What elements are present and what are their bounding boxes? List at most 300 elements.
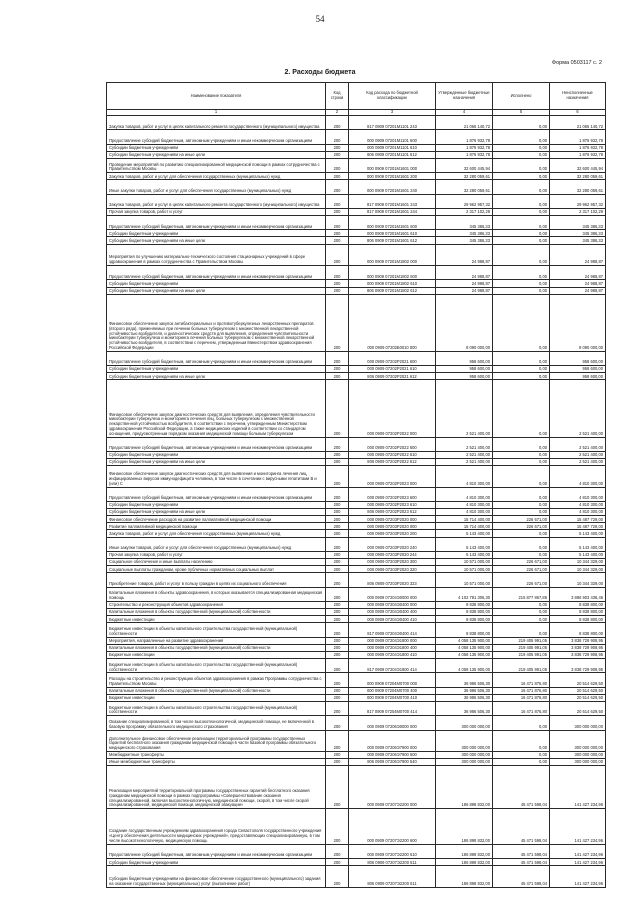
- row-executed: 0,00: [493, 601, 550, 608]
- row-code: 200: [326, 687, 349, 694]
- table-row: [107, 451, 606, 458]
- table-row: [107, 559, 606, 566]
- row-unexecuted: 8 838 800,00: [550, 616, 606, 623]
- row-code: 200: [326, 459, 349, 466]
- row-kbk: 000 0909 07207Э2200 600: [349, 809, 436, 845]
- row-approved: 1 876 932,78: [436, 144, 493, 151]
- row-approved: 15 714 400,00: [436, 523, 493, 530]
- table-row: [107, 294, 606, 351]
- row-unexecuted: 4 810 300,00: [550, 509, 606, 516]
- row-name: Мероприятия, направленные на развитие здравоохранения: [107, 637, 326, 644]
- row-approved: 2 521 400,00: [436, 459, 493, 466]
- table-row: [107, 644, 606, 651]
- header-unexecuted: Неисполненные назначения: [550, 83, 606, 110]
- row-code: 200: [326, 644, 349, 651]
- row-kbk: 806 0909 07203Р2020 323: [349, 573, 436, 587]
- header-executed: Исполнено: [493, 83, 550, 110]
- row-unexecuted: 5 143 400,00: [550, 551, 606, 558]
- row-name: Межбюджетные трансферты: [107, 751, 326, 758]
- row-executed: 0,00: [493, 216, 550, 230]
- row-executed: 45 471 598,04: [493, 866, 550, 887]
- row-name: Иные закупки товаров, работ и услуг для обеспечения государственных (муниципальных) нужд: [107, 180, 326, 194]
- row-approved: 300 000 000,00: [436, 751, 493, 758]
- row-name: Капитальные вложения в объекты здравоохранения, в которых оказывается специализированная медицинская помощь: [107, 587, 326, 601]
- row-unexecuted: 21 066 140,72: [550, 116, 606, 130]
- row-executed: 0,00: [493, 244, 550, 265]
- page-number: 54: [315, 14, 325, 24]
- row-unexecuted: 2 521 400,00: [550, 459, 606, 466]
- row-name: Социальное обеспечение и иные выплаты населению: [107, 559, 326, 566]
- row-approved: 4 810 300,00: [436, 466, 493, 487]
- row-kbk: 000 0909 07203Р2020 300: [349, 559, 436, 566]
- row-name: Проведение мероприятий по развитию специализированной медицинской помощи в рамках сотрудничества с Правительством Москвы: [107, 158, 326, 172]
- row-name: Реализация мероприятий территориальной программы государственных гарантий бесплатного оказания гражданам медицинской помощи в рамках подпрограммы «Совершенствование оказания специализированной, включая высокотехнологичную, медицинской помощи, скорой, в том числе скорой специализированной, медицинской помощи, медицинской эвакуации»: [107, 766, 326, 809]
- row-approved: 10 571 000,00: [436, 573, 493, 587]
- row-kbk: 000 0909 07204М0700 410: [349, 694, 436, 701]
- row-name: Субсидии бюджетным учреждениям на иные цели: [107, 151, 326, 158]
- row-approved: 5 143 400,00: [436, 530, 493, 537]
- row-unexecuted: 300 000 000,00: [550, 730, 606, 751]
- row-name: Закупка товаров, работ и услуг для обеспечения государственных (муниципальных) нужд: [107, 530, 326, 537]
- row-kbk: 000 0909 07204Э1800 400: [349, 644, 436, 651]
- table-row: [107, 859, 606, 866]
- row-code: 200: [326, 244, 349, 265]
- row-executed: 0,00: [493, 173, 550, 180]
- row-unexecuted: 15 487 729,00: [550, 523, 606, 530]
- table-row: [107, 266, 606, 280]
- row-name: Бюджетные инвестиции в объекты капитального строительства государственной (муниципальной) собственности: [107, 623, 326, 637]
- row-approved: 958 600,00: [436, 373, 493, 380]
- row-code: 200: [326, 651, 349, 658]
- column-number: 1: [107, 110, 326, 116]
- row-name: Иные межбюджетные трансферты: [107, 759, 326, 766]
- row-code: 200: [326, 351, 349, 365]
- row-approved: 4 058 135 900,00: [436, 637, 493, 644]
- row-approved: 32 280 059,61: [436, 180, 493, 194]
- row-name: Создание государственным учреждениям здравоохранения города Севастополя государственного учреждения «Центр обеспечения деятельности медицинских учреждений», предоставляющих специализированную, в том числе высокотехнологичную, медицинскую помощь: [107, 809, 326, 845]
- row-unexecuted: 20 514 629,50: [550, 701, 606, 715]
- row-name: Предоставление субсидий бюджетным, автономным учреждениям и иным некоммерческим организациям: [107, 437, 326, 451]
- row-kbk: 000 0909 07204Э1800 000: [349, 637, 436, 644]
- row-approved: 4 058 135 900,00: [436, 644, 493, 651]
- row-kbk: 817 0909 07204Э0400 414: [349, 623, 436, 637]
- row-approved: 24 988,87: [436, 266, 493, 280]
- row-code: 200: [326, 809, 349, 845]
- row-kbk: 806 0909 07202Р2021 612: [349, 373, 436, 380]
- row-unexecuted: 24 988,87: [550, 280, 606, 287]
- row-code: 200: [326, 566, 349, 573]
- row-name: Финансовое обеспечение закупок антибактериальных и противотуберкулезных лекарственных препаратов (второго ряда), применяемых при лечении больных туберкулезом с множественной лекарственной устойчивостью возбудителя, и диагностических средств для выявления, определения чувствительности микобактерии туберкулеза и мониторинга лечения больных туберкулезом с множественной лекарственной устойчивостью возбудителя, в соответствии с перечнем, утвержденным Министерством здравоохранения Российской Федерации: [107, 294, 326, 351]
- row-executed: 0,00: [493, 237, 550, 244]
- table-row: [107, 437, 606, 451]
- row-kbk: 000 0909 07206Э0000 000: [349, 716, 436, 730]
- table-row: [107, 530, 606, 537]
- row-executed: 0,00: [493, 294, 550, 351]
- row-kbk: 817 0909 07201М1101 243: [349, 116, 436, 130]
- row-kbk: 000 0909 07202Р2023 610: [349, 501, 436, 508]
- row-kbk: 000 0909 07201М1802 600: [349, 266, 436, 280]
- row-kbk: 806 0909 07201М1802 612: [349, 287, 436, 294]
- row-unexecuted: 3 838 729 908,95: [550, 644, 606, 651]
- row-code: 200: [326, 437, 349, 451]
- row-approved: 10 571 000,00: [436, 566, 493, 573]
- row-approved: 186 898 832,00: [436, 844, 493, 858]
- row-name: Финансовое обеспечение закупок диагностических средств для выявления и мониторинга лечения лиц, инфицированных вирусом иммунодефицита человека, в том числе в сочетании с вирусными гепатитами В и (или) С: [107, 466, 326, 487]
- header-name: Наименование показателя: [107, 83, 326, 110]
- row-name: Строительство и реконструкция объектов здравоохранения: [107, 601, 326, 608]
- table-row: [107, 287, 606, 294]
- row-kbk: 817 0909 07201М1601 243: [349, 194, 436, 208]
- table-row: [107, 573, 606, 587]
- row-approved: 4 810 300,00: [436, 501, 493, 508]
- row-code: 200: [326, 194, 349, 208]
- row-executed: 0,00: [493, 466, 550, 487]
- table-row: [107, 551, 606, 558]
- header-kbk: Код расхода по бюджетной классификации: [349, 83, 436, 110]
- row-approved: 345 386,33: [436, 237, 493, 244]
- row-executed: 0,00: [493, 208, 550, 215]
- row-name: Закупка товаров, работ и услуг для обеспечения государственных (муниципальных) нужд: [107, 173, 326, 180]
- row-executed: 16 471 876,80: [493, 687, 550, 694]
- row-approved: 4 810 300,00: [436, 487, 493, 501]
- row-code: 200: [326, 573, 349, 587]
- table-row: [107, 516, 606, 523]
- row-unexecuted: 345 386,33: [550, 216, 606, 230]
- row-code: 200: [326, 694, 349, 701]
- row-executed: 0,00: [493, 366, 550, 373]
- row-unexecuted: 3 886 903 438,45: [550, 587, 606, 601]
- row-executed: 16 471 876,80: [493, 673, 550, 687]
- row-code: 200: [326, 151, 349, 158]
- row-executed: 0,00: [493, 158, 550, 172]
- row-name: Расходы на строительство и реконструкцию объектов здравоохранения в рамках Программы сотрудничества с Правительством Москвы: [107, 673, 326, 687]
- row-code: 200: [326, 530, 349, 537]
- row-unexecuted: 141 427 234,96: [550, 859, 606, 866]
- column-number: 6: [550, 110, 606, 116]
- row-code: 200: [326, 380, 349, 437]
- row-code: 200: [326, 866, 349, 887]
- table-row: [107, 751, 606, 758]
- row-executed: 0,00: [493, 609, 550, 616]
- row-approved: 1 876 932,78: [436, 130, 493, 144]
- row-kbk: 000 0909 07202Р2022 600: [349, 437, 436, 451]
- row-name: Предоставление субсидий бюджетным, автономным учреждениям и иным некоммерческим организациям: [107, 266, 326, 280]
- row-kbk: 000 0909 07203Р2020 240: [349, 537, 436, 551]
- row-name: Бюджетные инвестиции: [107, 694, 326, 701]
- row-name: Мероприятия по улучшению материально-технического состояния стационарных учреждений в сфере здравоохранения в рамках сотрудничества с Правительством Москвы: [107, 244, 326, 265]
- table-row: [107, 651, 606, 658]
- row-name: Предоставление субсидий бюджетным, автономным учреждениям и иным некоммерческим организациям: [107, 844, 326, 858]
- row-kbk: 000 0909 07202Р2021 600: [349, 351, 436, 365]
- row-unexecuted: 300 000 000,00: [550, 751, 606, 758]
- row-unexecuted: 345 386,33: [550, 230, 606, 237]
- row-unexecuted: 10 344 329,00: [550, 559, 606, 566]
- row-executed: 0,00: [493, 759, 550, 766]
- row-unexecuted: 300 000 000,00: [550, 716, 606, 730]
- column-number: 3: [349, 110, 436, 116]
- row-executed: 45 471 598,04: [493, 844, 550, 858]
- row-approved: 4 102 781 306,30: [436, 587, 493, 601]
- table-row: [107, 366, 606, 373]
- row-executed: 0,00: [493, 116, 550, 130]
- table-row: [107, 351, 606, 365]
- row-name: Финансовое обеспечение расходов на развитие паллиативной медицинской помощи: [107, 516, 326, 523]
- row-approved: 8 838 800,00: [436, 609, 493, 616]
- row-code: 200: [326, 208, 349, 215]
- row-approved: 2 521 400,00: [436, 451, 493, 458]
- row-unexecuted: 141 427 234,96: [550, 844, 606, 858]
- row-code: 200: [326, 716, 349, 730]
- row-kbk: 000 0909 07201М1101 600: [349, 130, 436, 144]
- row-unexecuted: 20 514 629,50: [550, 687, 606, 694]
- row-code: 200: [326, 859, 349, 866]
- row-name: Закупка товаров, работ и услуг в целях капитального ремонта государственного (муниципального) имущества: [107, 194, 326, 208]
- row-kbk: 817 0909 07201М1601 244: [349, 208, 436, 215]
- row-executed: 0,00: [493, 266, 550, 280]
- row-name: Субсидии бюджетным учреждениям на иные цели: [107, 237, 326, 244]
- row-kbk: 000 0909 07204Э0000 000: [349, 587, 436, 601]
- row-name: Субсидии бюджетным учреждениям: [107, 230, 326, 237]
- row-unexecuted: 10 344 329,00: [550, 566, 606, 573]
- row-unexecuted: 5 143 400,00: [550, 530, 606, 537]
- row-approved: 186 898 832,00: [436, 766, 493, 809]
- row-name: Социальные выплаты гражданам, кроме публичных нормативных социальных выплат: [107, 566, 326, 573]
- section-title: 2. Расходы бюджета: [284, 69, 356, 76]
- row-code: 200: [326, 623, 349, 637]
- row-approved: 15 714 400,00: [436, 516, 493, 523]
- table-row: [107, 609, 606, 616]
- row-code: 200: [326, 501, 349, 508]
- row-approved: 300 000 000,00: [436, 759, 493, 766]
- row-approved: 5 143 400,00: [436, 551, 493, 558]
- row-approved: 36 986 506,30: [436, 694, 493, 701]
- row-executed: 0,00: [493, 730, 550, 751]
- row-executed: 0,00: [493, 194, 550, 208]
- row-approved: 4 058 135 900,00: [436, 651, 493, 658]
- row-code: 200: [326, 266, 349, 280]
- table-row: [107, 716, 606, 730]
- row-kbk: 000 0909 07204Э1800 410: [349, 651, 436, 658]
- table-row: [107, 116, 606, 130]
- row-unexecuted: 2 521 400,00: [550, 451, 606, 458]
- row-unexecuted: 4 810 300,00: [550, 466, 606, 487]
- row-kbk: 000 0909 07206Э7900 500: [349, 751, 436, 758]
- row-code: 200: [326, 173, 349, 180]
- row-unexecuted: 141 427 234,96: [550, 809, 606, 845]
- row-name: Бюджетные инвестиции в объекты капитального строительства государственной (муниципальной) собственности: [107, 659, 326, 673]
- row-name: Субсидии бюджетным учреждениям: [107, 501, 326, 508]
- row-executed: 0,00: [493, 751, 550, 758]
- row-kbk: 000 0909 07203Р2020 000: [349, 516, 436, 523]
- row-code: 200: [326, 559, 349, 566]
- row-code: 200: [326, 216, 349, 230]
- row-executed: 0,00: [493, 280, 550, 287]
- row-unexecuted: 958 600,00: [550, 366, 606, 373]
- table-row: [107, 766, 606, 809]
- row-approved: 345 386,33: [436, 216, 493, 230]
- row-executed: 226 671,00: [493, 523, 550, 530]
- expenditure-table: [106, 82, 606, 888]
- table-row: [107, 616, 606, 623]
- table-row: [107, 158, 606, 172]
- header-approved: Утвержденные бюджетные назначения: [436, 83, 493, 110]
- row-code: 200: [326, 637, 349, 644]
- row-executed: 0,00: [493, 230, 550, 237]
- row-unexecuted: 1 876 932,78: [550, 144, 606, 151]
- row-unexecuted: 8 090 000,00: [550, 294, 606, 351]
- row-name: Приобретение товаров, работ и услуг в пользу граждан в целях их социального обеспечения: [107, 573, 326, 587]
- row-code: 200: [326, 523, 349, 530]
- row-name: Субсидии бюджетным учреждениям на иные цели: [107, 509, 326, 516]
- row-kbk: 000 0909 07202Р2023 600: [349, 487, 436, 501]
- row-name: Бюджетные инвестиции в объекты капитального строительства государственной (муниципальной) собственности: [107, 701, 326, 715]
- row-kbk: 000 0909 07204Э0400 410: [349, 616, 436, 623]
- row-name: Субсидии бюджетным учреждениям: [107, 859, 326, 866]
- table-row: [107, 230, 606, 237]
- row-executed: 0,00: [493, 451, 550, 458]
- row-name: Развитие паллиативной медицинской помощи: [107, 523, 326, 530]
- row-kbk: 000 0909 07204Э0400 400: [349, 609, 436, 616]
- row-kbk: 806 0909 07206Э7900 540: [349, 759, 436, 766]
- row-approved: 958 600,00: [436, 366, 493, 373]
- row-code: 200: [326, 616, 349, 623]
- row-name: Прочая закупка товаров, работ и услуг: [107, 551, 326, 558]
- table-row: [107, 466, 606, 487]
- row-approved: 300 000 000,00: [436, 716, 493, 730]
- table-row: [107, 673, 606, 687]
- row-kbk: 806 0909 07201М1101 612: [349, 151, 436, 158]
- table-row: [107, 373, 606, 380]
- column-number: 4: [436, 110, 493, 116]
- row-name: Капитальные вложения в объекты государственной (муниципальной) собственности: [107, 687, 326, 694]
- row-kbk: 000 0909 07202Б0010 000: [349, 294, 436, 351]
- row-name: Субсидии бюджетным учреждениям на иные цели: [107, 287, 326, 294]
- table-row: [107, 509, 606, 516]
- row-name: Иные закупки товаров, работ и услуг для обеспечения государственных (муниципальных) нужд: [107, 537, 326, 551]
- row-executed: 0,00: [493, 151, 550, 158]
- table-row: [107, 173, 606, 180]
- row-name: Предоставление субсидий бюджетным, автономным учреждениям и иным некоммерческим организациям: [107, 487, 326, 501]
- row-code: 200: [326, 130, 349, 144]
- row-kbk: 000 0909 07202Р2022 000: [349, 380, 436, 437]
- row-kbk: 000 0909 07201М1802 000: [349, 244, 436, 265]
- row-kbk: 000 0909 07201М1601 600: [349, 216, 436, 230]
- row-code: 200: [326, 294, 349, 351]
- row-executed: 0,00: [493, 130, 550, 144]
- row-unexecuted: 300 000 000,00: [550, 759, 606, 766]
- row-kbk: 000 0909 07207Э2200 610: [349, 844, 436, 858]
- row-code: 200: [326, 509, 349, 516]
- row-approved: 8 838 800,00: [436, 623, 493, 637]
- row-code: 200: [326, 466, 349, 487]
- row-name: Финансовое обеспечение закупок диагностических средств для выявления, определения чувствительности микобактерии туберкулеза и мониторинга лечения лиц, больных туберкулезом с множественной лекарственной устойчивостью возбудителя, в соответствии с перечнем, утвержденным Министерством здравоохранения Российской Федерации, а также медицинских изделий в соответствии со стандартом оснащения, предусмотренным порядком оказания медицинской помощи больным туберкулезом: [107, 380, 326, 437]
- row-code: 200: [326, 287, 349, 294]
- row-approved: 8 090 000,00: [436, 294, 493, 351]
- row-executed: 0,00: [493, 351, 550, 365]
- row-executed: 219 405 991,05: [493, 659, 550, 673]
- row-code: 200: [326, 144, 349, 151]
- table-row: [107, 537, 606, 551]
- row-executed: 45 471 598,04: [493, 809, 550, 845]
- row-unexecuted: 1 876 932,78: [550, 151, 606, 158]
- table-row: [107, 523, 606, 530]
- row-code: 200: [326, 551, 349, 558]
- row-kbk: 000 0909 07201М1101 610: [349, 144, 436, 151]
- row-code: 200: [326, 701, 349, 715]
- row-code: 200: [326, 759, 349, 766]
- row-code: 200: [326, 373, 349, 380]
- row-name: Субсидии бюджетным учреждениям на иные цели: [107, 373, 326, 380]
- row-unexecuted: 2 521 400,00: [550, 380, 606, 437]
- row-kbk: 000 0909 07203Р2020 244: [349, 551, 436, 558]
- row-name: Прочая закупка товаров, работ и услуг: [107, 208, 326, 215]
- row-name: Субсидии бюджетным учреждениям: [107, 451, 326, 458]
- table-row: [107, 659, 606, 673]
- table-row: [107, 487, 606, 501]
- row-unexecuted: 141 427 234,96: [550, 766, 606, 809]
- row-approved: 10 571 000,00: [436, 559, 493, 566]
- row-unexecuted: 32 280 059,61: [550, 180, 606, 194]
- table-row: [107, 208, 606, 215]
- row-unexecuted: 8 838 800,00: [550, 609, 606, 616]
- row-approved: 32 600 445,94: [436, 158, 493, 172]
- table-row: [107, 501, 606, 508]
- row-unexecuted: 20 514 629,50: [550, 673, 606, 687]
- row-name: Субсидии бюджетным учреждениям на финансовое обеспечение государственного (муниципального) задания на оказание государственных (муниципальных) услуг (выполнение работ): [107, 866, 326, 887]
- row-unexecuted: 24 988,87: [550, 266, 606, 280]
- row-executed: 0,00: [493, 373, 550, 380]
- row-kbk: 817 0909 07204Э1800 414: [349, 659, 436, 673]
- row-approved: 186 898 832,00: [436, 809, 493, 845]
- row-approved: 21 066 140,72: [436, 116, 493, 130]
- row-code: 200: [326, 766, 349, 809]
- row-name: Оказание специализированной, в том числе высокотехнологичной, медицинской помощи, не включенной в базовую программу обязательного медицинского страхования: [107, 716, 326, 730]
- table-row: [107, 144, 606, 151]
- row-code: 200: [326, 601, 349, 608]
- row-code: 200: [326, 180, 349, 194]
- table-row: [107, 380, 606, 437]
- row-kbk: 000 0909 07203Р2020 320: [349, 566, 436, 573]
- row-approved: 5 143 400,00: [436, 537, 493, 551]
- row-executed: 0,00: [493, 380, 550, 437]
- table-row: [107, 866, 606, 887]
- row-name: Субсидии бюджетным учреждениям на иные цели: [107, 459, 326, 466]
- row-unexecuted: 15 487 729,00: [550, 516, 606, 523]
- row-executed: 0,00: [493, 180, 550, 194]
- row-approved: 36 986 506,30: [436, 687, 493, 694]
- row-code: 200: [326, 609, 349, 616]
- row-unexecuted: 3 838 729 908,95: [550, 637, 606, 644]
- row-unexecuted: 8 838 800,00: [550, 601, 606, 608]
- row-name: Предоставление субсидий бюджетным, автономным учреждениям и иным некоммерческим организациям: [107, 130, 326, 144]
- row-executed: 0,00: [493, 623, 550, 637]
- row-name: Капитальные вложения в объекты государственной (муниципальной) собственности: [107, 644, 326, 651]
- row-unexecuted: 4 810 300,00: [550, 487, 606, 501]
- row-name: Дополнительное финансовое обеспечение реализации территориальной программы государственных гарантий бесплатного оказания гражданам медицинской помощи в части базовой программы обязательного медицинского страхования: [107, 730, 326, 751]
- form-code: Форма 0503117 с. 2: [551, 60, 602, 66]
- row-executed: 226 671,00: [493, 559, 550, 566]
- row-name: Бюджетные инвестиции: [107, 616, 326, 623]
- row-approved: 186 898 832,00: [436, 859, 493, 866]
- table-row: [107, 844, 606, 858]
- table-row: [107, 216, 606, 230]
- row-unexecuted: 10 344 329,00: [550, 573, 606, 587]
- row-unexecuted: 141 427 234,96: [550, 866, 606, 887]
- row-executed: 0,00: [493, 616, 550, 623]
- row-executed: 0,00: [493, 459, 550, 466]
- row-kbk: 000 0909 07202Р2023 000: [349, 466, 436, 487]
- table-row: [107, 130, 606, 144]
